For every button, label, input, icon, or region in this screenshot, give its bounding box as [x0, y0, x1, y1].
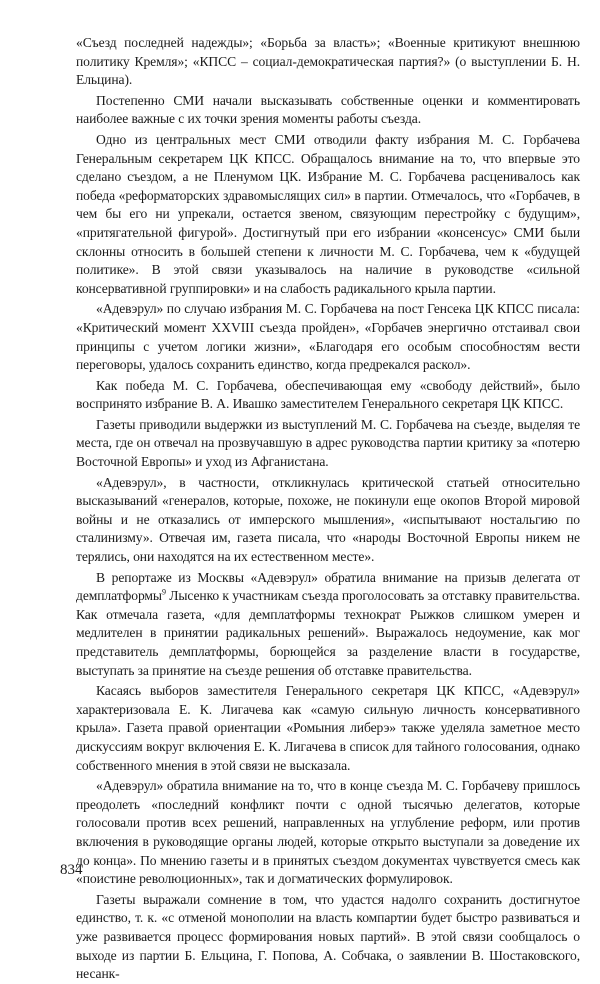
paragraph-1: «Съезд последней надежды»; «Борьба за власть»; «Военные критикуют внешнюю политику Кремля»; «КПСС – социал-демократическая партия?» (о выступлении Б. Н. Ельцина). [76, 35, 580, 88]
paragraph-11: Газеты выражали сомнение в том, что удастся надолго сохранить достигнутое единство, т. к. «с отменой монополии на власть компартии будет быстро развиваться и уже развивается процесс формирования новых партий». В этой связи сообщалось о выходе из партии Б. Ельцина, Г. Попова, А. Собчака, о заявлении В. Шостаковского, несанк- [76, 891, 580, 982]
paragraph-2: Постепенно СМИ начали высказывать собственные оценки и комментировать наиболее важные с их точки зрения моменты работы съезда. [76, 92, 580, 127]
paragraph-6: Газеты приводили выдержки из выступлений М. С. Горбачева на съезде, выделяя те места, где он отвечал на прозвучавшую в адрес руководства партии критику за «потерю Восточной Европы» и уход из Афганистана. [76, 416, 580, 470]
paragraph-10: «Адевэрул» обратила внимание на то, что в конце съезда М. С. Горбачеву пришлось преодолеть «последний конфликт почти с одной тысячью делегатов, которые голосовали против всех решений, направленных на углубление реформ, или против включения в руководящие органы людей, которые открыто выступали за доведение их до конца». По мнению газеты и в принятых съездом документах чувствуется смесь как «поистине революционных», так и догматических формулировок. [76, 778, 580, 887]
paragraph-5: Как победа М. С. Горбачева, обеспечивающая ему «свободу действий», было воспринято избрание В. А. Ивашко заместителем Генерального секретаря ЦК КПСС. [76, 377, 580, 412]
paragraph-8-tail: Лысенко к участникам съезда проголосовать за отставку правительства. Как отмечала газета, «для демплатформы технократ Рыжков слишком умерен и медлителен в принятии радикальных решений». Выражалось недоумение, как мог представитель демплатформы, борющейся за разделение власти в государстве, выступать за принятие на съезде решения об отставке правительства. [76, 588, 580, 678]
paragraph-7: «Адевэрул», в частности, откликнулась критической статьей относительно высказываний «генералов, которые, похоже, не покинули еще окопов Второй мировой войны и не отказались от имперского мышления», «испытывают ностальгию по сталинизму». Отвечая им, газета писала, что «народы Восточной Европы никем не терялись, они находятся на их естественном месте». [76, 474, 580, 565]
footnote-mark: 9 [161, 587, 166, 597]
page-number: 834 [60, 862, 83, 878]
paragraph-9: Касаясь выборов заместителя Генерального секретаря ЦК КПСС, «Адевэрул» характеризовала Е. К. Лигачева как «самую сильную личность консервативного крыла». Газета правой ориентации «Ромыния либерэ» также уделяла заметное место дискуссиям вокруг включения Е. К. Лигачева в список для тайного голосования, однако собственного мнения в этой связи не высказала. [76, 683, 580, 773]
paragraph-4: «Адевэрул» по случаю избрания М. С. Горбачева на пост Генсека ЦК КПСС писала: «Критический момент XXVIII съезда пройден», «Горбачев энергично отстаивал свои принципы с учетом логики жизни», «Благодаря его особым способностям вести переговоры, удалось сохранить единство, когда предрекался раскол». [76, 301, 580, 373]
page-body [76, 34, 580, 984]
paragraph-8 [76, 569, 580, 681]
paragraph-3: Одно из центральных мест СМИ отводили факту избрания М. С. Горбачева Генеральным секретарем ЦК КПСС. Обращалось внимание на то, что впервые это сделано съездом, а не Пленумом ЦК. Избрание М. С. Горбачева расценивалось как победа «реформаторских здравомыслящих сил» в партии. Отмечалось, что «Горбачев, в чем бы его ни упрекали, остается звеном, связующим перестройку с будущим», «притягательной фигурой». Достигнутый при его избрании «консенсус» СМИ были склонны относить в большей степени к личности М. С. Горбачева, чем к «будущей политике». В этой связи указывалось на наличие в руководстве «сильной консервативной группировки» и на слабость радикального крыла партии. [76, 131, 580, 296]
paragraph-8-head: В репортаже из Москвы «Адевэрул» обратила внимание на призыв делегата от демплатформы [76, 569, 580, 604]
